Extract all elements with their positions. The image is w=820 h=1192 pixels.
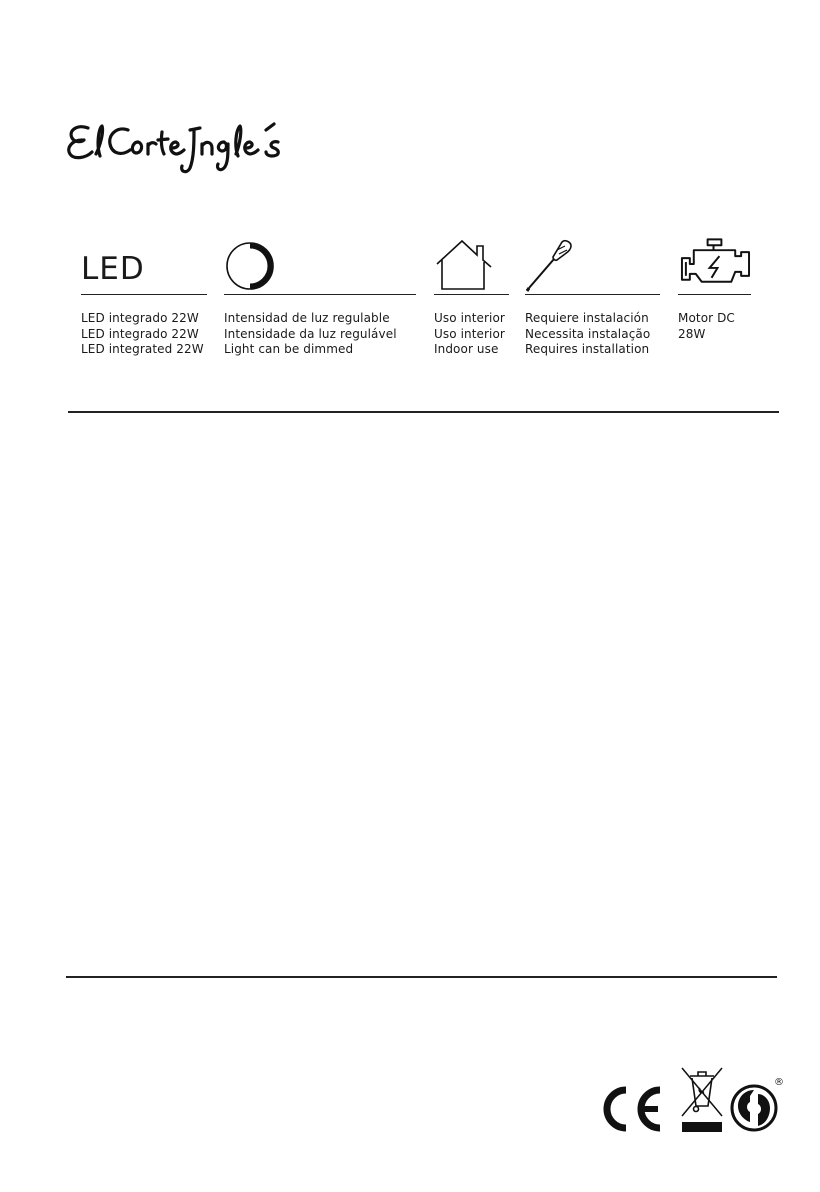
section-divider-top	[68, 411, 779, 413]
led-headline: LED	[81, 251, 145, 287]
feature-text-en: LED integrated 22W	[81, 342, 204, 356]
registered-trademark-symbol: ®	[774, 1077, 784, 1088]
feature-text-en: Indoor use	[434, 342, 499, 356]
feature-text-es: Uso interior	[434, 311, 505, 325]
feature-indoor	[434, 234, 509, 358]
feature-text-es: Intensidad de luz regulable	[224, 311, 390, 325]
divider	[224, 294, 416, 295]
green-dot-icon	[730, 1084, 778, 1132]
brand-logo	[66, 118, 294, 176]
engine-icon	[678, 236, 751, 292]
feature-text-power: 28W	[678, 326, 706, 341]
feature-text-pt: Necessita instalação	[525, 326, 651, 341]
section-divider-bottom	[66, 976, 777, 978]
divider	[81, 294, 207, 295]
divider	[678, 294, 751, 295]
feature-text-en: Light can be dimmed	[224, 342, 354, 356]
feature-text-motor: Motor DC	[678, 311, 735, 325]
feature-text-en: Requires installation	[525, 342, 650, 356]
weee-bin-icon	[678, 1064, 726, 1134]
feature-text-pt: Uso interior	[434, 326, 505, 341]
feature-led	[81, 234, 207, 358]
feature-text-pt: LED integrado 22W	[81, 326, 199, 341]
feature-motor	[678, 234, 751, 342]
dimmer-icon	[224, 240, 276, 292]
feature-installation	[525, 234, 660, 358]
feature-text-es: Requiere instalación	[525, 311, 649, 325]
house-icon	[434, 238, 494, 292]
led-label-box	[81, 234, 207, 292]
divider	[434, 294, 509, 295]
feature-text-es: LED integrado 22W	[81, 311, 199, 325]
certification-marks	[600, 1064, 786, 1136]
screwdriver-icon	[525, 238, 575, 292]
ce-mark-icon	[600, 1086, 666, 1132]
divider	[525, 294, 660, 295]
feature-text-pt: Intensidade da luz regulável	[224, 326, 397, 341]
feature-dimmable	[224, 234, 416, 358]
